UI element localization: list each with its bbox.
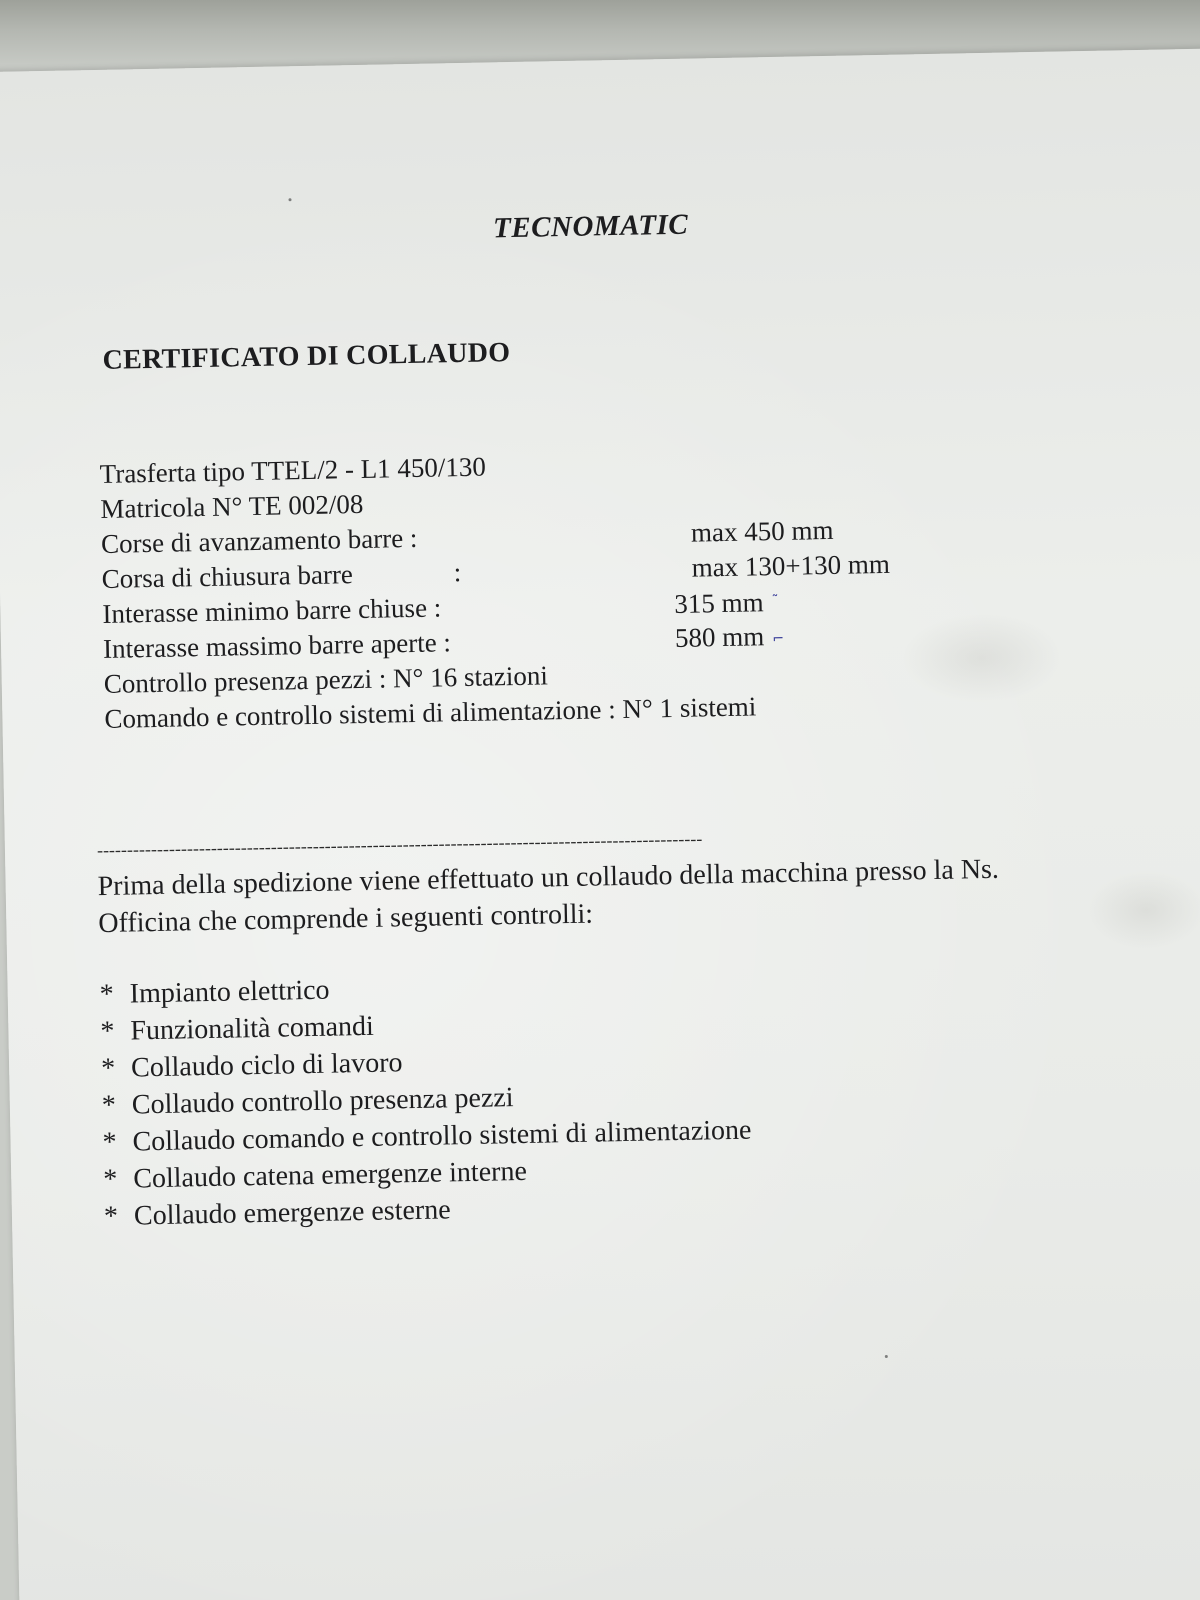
list-item-text: Funzionalità comandi	[130, 1010, 375, 1047]
list-item-text: Collaudo controllo presenza pezzi	[131, 1082, 514, 1121]
asterisk-bullet: *	[100, 1052, 116, 1085]
list-item-text: Collaudo comando e controllo sistemi di alimentazione	[132, 1114, 752, 1158]
asterisk-bullet: *	[99, 978, 115, 1011]
spec-label: Corsa di chiusura barre	[101, 559, 354, 594]
spec-value: 315 mm	[674, 587, 764, 619]
asterisk-bullet: *	[101, 1089, 117, 1122]
asterisk-bullet: *	[103, 1200, 119, 1233]
list-item-text: Collaudo catena emergenze interne	[132, 1155, 528, 1195]
asterisk-bullet: *	[100, 1015, 115, 1048]
pen-tick-mark: ˜	[771, 592, 779, 610]
spec-label: Trasferta tipo TTEL/2 - L1 450/130	[99, 451, 487, 489]
paper-sheet	[0, 48, 1200, 1600]
spec-value: max 450 mm	[690, 514, 834, 548]
spec-value-group	[674, 584, 779, 622]
document-title: CERTIFICATO DI COLLAUDO	[102, 337, 511, 376]
specification-list	[99, 440, 1004, 737]
spec-label: Interasse minimo barre chiuse :	[102, 592, 442, 629]
intro-line: Officina che comprende i seguenti controlli:	[98, 898, 594, 940]
spec-label: Interasse massimo barre aperte :	[102, 627, 452, 664]
spec-value-group	[675, 619, 785, 659]
spec-label: Corse di avanzamento barre :	[100, 522, 418, 559]
spec-label: Comando e controllo sistemi di alimentazione : N° 1 sistemi	[104, 691, 757, 734]
dashed-separator: -----------------------------------------------------------------------------------------------------	[96, 828, 703, 861]
test-checklist	[99, 964, 753, 1235]
paper-speck	[288, 198, 291, 201]
spec-value: max 130+130 mm	[691, 548, 891, 583]
list-item-text: Impianto elettrico	[129, 974, 330, 1010]
company-name: TECNOMATIC	[492, 208, 689, 245]
spec-label: Controllo presenza pezzi : N° 16 stazioni	[103, 660, 549, 699]
asterisk-bullet: *	[102, 1126, 117, 1159]
list-item-text: Collaudo emergenze esterne	[133, 1194, 451, 1232]
spec-value: 580 mm	[674, 621, 765, 653]
intro-paragraph	[97, 848, 1158, 942]
paper-speck	[885, 1355, 888, 1358]
spec-label: Matricola N° TE 002/08	[100, 488, 364, 524]
list-item-text: Collaudo ciclo di lavoro	[130, 1047, 403, 1084]
intro-line: Prima della spedizione viene effettuato un collaudo della macchina presso la Ns.	[97, 853, 1000, 903]
asterisk-bullet: *	[102, 1163, 118, 1196]
spec-colon: :	[453, 557, 462, 588]
pen-tick-mark: ⌐	[772, 630, 785, 648]
